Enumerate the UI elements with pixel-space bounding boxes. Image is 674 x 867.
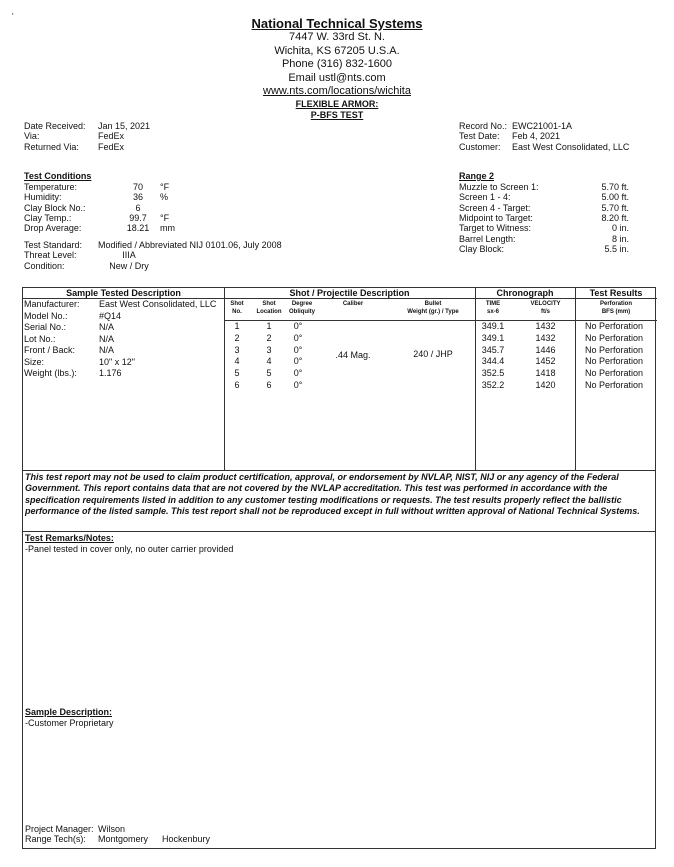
sample-value: N/A	[99, 333, 115, 344]
velocity-value: 1432	[535, 321, 556, 331]
time-column	[473, 321, 513, 392]
sample-label: Serial No.:	[24, 322, 67, 332]
receipt-info	[24, 121, 150, 152]
test-name: P-BFS TEST	[310, 109, 364, 120]
disclaimer-box	[22, 471, 656, 532]
range-label: Barrel Length:	[459, 233, 516, 244]
condition-value: 99.7	[129, 213, 147, 224]
range-value: 0 in.	[611, 223, 629, 234]
shot-no-column	[226, 321, 248, 392]
condition-unit: °F	[160, 213, 170, 224]
range-title: Range 2	[459, 171, 495, 181]
test-standard-label: Test Standard:	[24, 240, 83, 250]
range-value: 8.20 ft.	[601, 213, 629, 224]
address-line-2: Wichita, KS 67205 U.S.A.	[274, 44, 400, 57]
results-grid	[22, 287, 656, 471]
test-conditions	[24, 182, 175, 234]
remarks-title: Test Remarks/Notes:	[25, 533, 114, 543]
remarks-box	[22, 532, 656, 849]
condition-unit: °F	[160, 182, 170, 192]
returned-via-value: FedEx	[98, 141, 125, 152]
shot-location: 2	[266, 332, 272, 343]
condition-state-label: Condition:	[24, 260, 65, 271]
sample-description-title: Sample Description:	[25, 707, 113, 717]
sample-label: Model No.:	[24, 310, 68, 321]
obliquity: 0°	[293, 379, 303, 390]
shot-no-header: Shot No.	[230, 301, 244, 315]
result-value: No Perforation	[585, 332, 644, 343]
phone: Phone (316) 832-1600	[281, 58, 393, 71]
result-value: No Perforation	[585, 379, 644, 390]
shot-no: 6	[234, 379, 240, 390]
range-label: Target to Witness:	[459, 223, 532, 234]
velocity-header: VELOCITY ft/s	[530, 301, 561, 315]
range-label: Midpoint to Target:	[459, 213, 533, 224]
shot-no: 4	[234, 356, 240, 367]
range-value: 5.70 ft.	[601, 202, 629, 213]
time-value: 352.2	[481, 379, 505, 390]
test-conditions-title: Test Conditions	[24, 171, 92, 181]
disclaimer-text: This test report may not be used to claim product certification, approval, or endorsement by NVLAP, NIST, NIJ or any agency of the Federal Government. This report contains data that are not covered by the NVLAP accreditation. This test was performed in accordance with the specification requirements listed in addition to any customer testing modifications or requests. The test results properly reflect the ballistic performance of the listed sample. This test report shall not be reproduced except in full without written approval of National Technical Systems.	[25, 472, 640, 517]
obliquity-header: Degree Obliquity	[289, 301, 315, 315]
threat-level-label: Threat Level:	[24, 250, 77, 261]
perforation-header: Perforation BFS (mm)	[599, 301, 632, 315]
shot-no: 3	[234, 344, 240, 355]
sample-title: Sample Tested Description	[66, 288, 181, 298]
sample-value: 1.176	[99, 368, 122, 378]
condition-label: Clay Temp.:	[24, 213, 72, 224]
obliquity: 0°	[293, 368, 303, 379]
condition-label: Drop Average:	[24, 223, 82, 234]
shot-location: 3	[266, 344, 272, 355]
record-no-value: EWC21001-1A	[512, 121, 573, 131]
range-tech-2: Hockenbury	[162, 834, 211, 845]
address-line-1: 7447 W. 33rd St. N.	[289, 31, 385, 43]
range-label: Clay Block:	[459, 244, 505, 255]
velocity-value: 1418	[535, 368, 556, 379]
shot-no: 1	[234, 321, 240, 331]
condition-value: 36	[132, 192, 143, 203]
project-manager-label: Project Manager:	[25, 824, 94, 834]
shot-no: 5	[234, 368, 240, 379]
test-date-label: Test Date:	[459, 131, 500, 142]
shot-location: 1	[266, 321, 272, 331]
shot-location: 4	[266, 356, 272, 367]
armor-category: FLEXIBLE ARMOR:	[295, 98, 379, 109]
personnel	[25, 824, 210, 845]
time-value: 344.4	[481, 356, 505, 367]
result-value: No Perforation	[585, 321, 644, 331]
via-label: Via:	[24, 131, 40, 142]
velocity-value: 1452	[535, 356, 556, 367]
time-header: TIME sx-6	[485, 301, 501, 315]
date-received-value: Jan 15, 2021	[98, 121, 151, 131]
condition-unit: %	[160, 192, 169, 203]
condition-value: 18.21	[126, 223, 150, 234]
time-value: 352.5	[481, 368, 505, 379]
shot-no: 2	[234, 332, 240, 343]
result-value: No Perforation	[585, 368, 644, 379]
test-standard-block	[24, 240, 282, 271]
results-title: Test Results	[589, 288, 643, 298]
record-no-label: Record No.:	[459, 121, 508, 131]
sample-value: N/A	[99, 322, 115, 332]
shot-location-column	[254, 321, 284, 392]
corner-mark: '	[12, 12, 14, 21]
chronograph-title: Chronograph	[496, 288, 554, 298]
range-value: 5.5 in.	[604, 244, 629, 255]
obliquity: 0°	[293, 321, 303, 331]
range-tech-1: Montgomery	[98, 834, 149, 845]
company-name: National Technical Systems	[251, 16, 423, 31]
time-value: 349.1	[481, 332, 505, 343]
range-info	[459, 182, 629, 254]
threat-level-value: IIIA	[122, 250, 136, 261]
report-header	[0, 16, 674, 121]
obliquity: 0°	[293, 332, 303, 343]
caliber-value: .44 Mag.	[335, 350, 371, 360]
condition-value: 6	[135, 202, 141, 213]
sample-table	[24, 299, 216, 380]
sample-label: Weight (lbs.):	[24, 368, 77, 378]
range-value: 5.70 ft.	[601, 182, 629, 192]
sample-description-text: -Customer Proprietary	[25, 718, 114, 728]
time-value: 345.7	[481, 344, 505, 355]
velocity-value: 1446	[535, 344, 556, 355]
shot-location: 6	[266, 379, 272, 390]
condition-unit	[160, 203, 175, 213]
shot-location: 5	[266, 368, 272, 379]
sample-label: Manufacturer:	[24, 299, 80, 309]
sample-value: East West Consolidated, LLC	[99, 299, 217, 309]
velocity-value: 1420	[535, 379, 556, 390]
condition-label: Clay Block No.:	[24, 202, 86, 213]
sample-value: 10" x 12"	[99, 356, 135, 367]
range-label: Muzzle to Screen 1:	[459, 182, 539, 192]
bullet-header: Bullet Weight (gr.) / Type	[407, 301, 459, 315]
project-manager-value: Wilson	[98, 824, 126, 834]
obliquity: 0°	[293, 356, 303, 367]
result-column	[577, 321, 657, 392]
condition-label: Temperature:	[24, 182, 78, 192]
condition-label: Humidity:	[24, 192, 62, 203]
grid-divider	[224, 288, 225, 470]
bullet-value: 240 / JHP	[413, 349, 453, 359]
condition-value: 70	[132, 182, 143, 192]
velocity-column	[523, 321, 568, 392]
record-info	[459, 121, 629, 152]
website: www.nts.com/locations/wichita	[263, 85, 411, 98]
result-value: No Perforation	[585, 344, 644, 355]
obliquity-column	[288, 321, 308, 392]
email: Email ustl@nts.com	[288, 71, 386, 84]
test-standard-value: Modified / Abbreviated NIJ 0101.06, July 2008	[98, 240, 282, 250]
returned-via-label: Returned Via:	[24, 141, 79, 152]
via-value: FedEx	[98, 131, 125, 142]
shot-location-header: Shot Location	[256, 301, 282, 315]
range-value: 8 in.	[611, 233, 629, 244]
range-tech-label: Range Tech(s):	[25, 834, 86, 845]
velocity-value: 1432	[535, 332, 556, 343]
sample-label: Front / Back:	[24, 345, 76, 355]
time-value: 349.1	[481, 321, 505, 331]
date-received-label: Date Received:	[24, 121, 86, 131]
obliquity: 0°	[293, 344, 303, 355]
condition-state-value: New / Dry	[109, 260, 149, 271]
sample-value: N/A	[99, 345, 115, 355]
condition-unit: mm	[160, 223, 175, 234]
sample-value: #Q14	[99, 310, 122, 321]
customer-value: East West Consolidated, LLC	[512, 141, 630, 152]
range-value: 5.00 ft.	[601, 192, 629, 203]
sample-label: Lot No.:	[24, 333, 56, 344]
result-value: No Perforation	[585, 356, 644, 367]
test-date-value: Feb 4, 2021	[512, 131, 561, 142]
remarks-text: -Panel tested in cover only, no outer carrier provided	[25, 544, 234, 554]
range-label: Screen 1 - 4:	[459, 192, 511, 203]
customer-label: Customer:	[459, 141, 501, 152]
shot-title: Shot / Projectile Description	[289, 288, 410, 298]
sample-label: Size:	[24, 356, 45, 367]
caliber-header: Caliber	[342, 301, 364, 307]
range-label: Screen 4 - Target:	[459, 202, 531, 213]
